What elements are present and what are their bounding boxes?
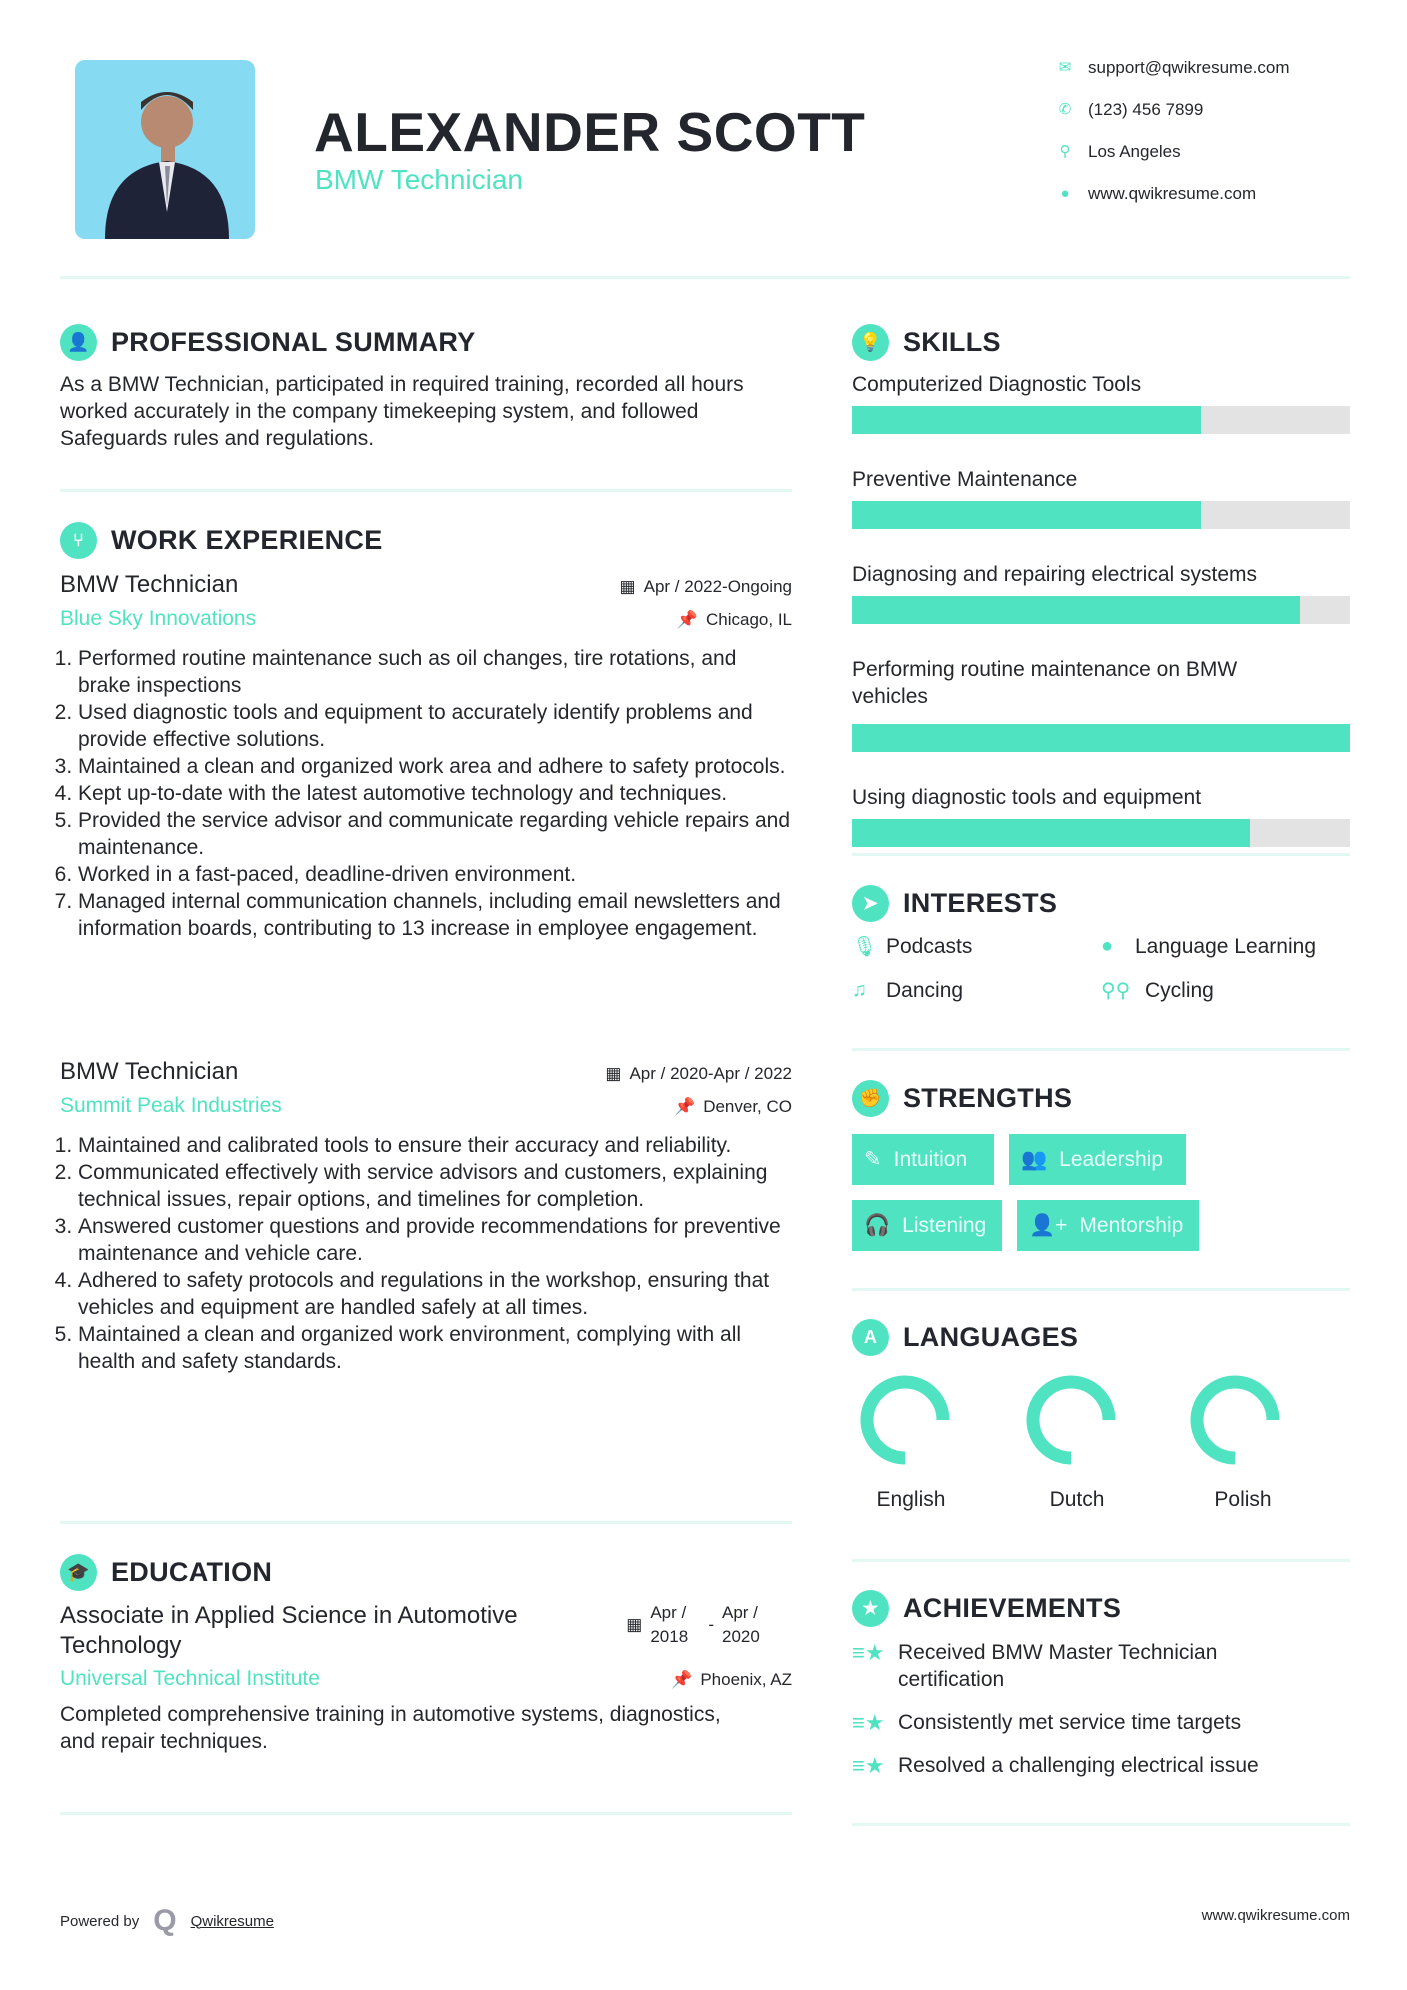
- interest-label: Dancing: [886, 978, 964, 1002]
- music-icon: ♫: [852, 979, 867, 1001]
- summary-section: [60, 324, 792, 452]
- date-separator: -: [708, 1615, 714, 1634]
- language-label: Dutch: [1049, 1488, 1105, 1511]
- lightbulb-icon: 💡: [852, 324, 889, 361]
- education-section: [60, 1554, 792, 1755]
- strength-badge: [1017, 1200, 1199, 1251]
- powered-by-text: Powered by: [60, 1912, 140, 1930]
- job-location: Denver, CO: [703, 1097, 792, 1116]
- microphone-icon: 🎙: [852, 936, 878, 958]
- section-heading: SKILLS: [903, 327, 1001, 357]
- language-ring: [867, 1382, 943, 1458]
- brand-link[interactable]: Qwikresume: [190, 1912, 274, 1930]
- skill-label: Computerized Diagnostic Tools: [852, 373, 1142, 396]
- interest-item: [1101, 934, 1350, 959]
- users-icon: 👥: [1021, 1147, 1048, 1171]
- star-icon: ≡★: [852, 1640, 885, 1665]
- interest-item: [852, 978, 1101, 1003]
- job-bullets: [60, 1132, 792, 1375]
- bullet: 1. Performed routine maintenance such as oil changes, tire rotations, and brake inspections: [78, 645, 792, 699]
- language-ring: [1197, 1382, 1273, 1458]
- bullet: 3. Answered customer questions and provide recommendations for preventive maintenance and vehicle care.: [78, 1213, 792, 1267]
- graduate-icon: 🎓: [60, 1554, 97, 1591]
- bicycle-icon: ⚲⚲: [1101, 980, 1131, 1002]
- summary-text: As a BMW Technician, participated in required training, recorded all hours worked accurately in the company timekeeping system, and followed Safeguards rules and regulations.: [60, 373, 744, 450]
- divider: [60, 489, 792, 492]
- bullet: 5. Maintained a clean and organized work environment, complying with all health and safety standards.: [78, 1321, 792, 1375]
- company-name: Blue Sky Innovations: [60, 607, 257, 630]
- language-label: English: [876, 1488, 946, 1511]
- job-dates: Apr / 2020-Apr / 2022: [629, 1064, 792, 1083]
- achievement-item: [852, 1752, 1350, 1779]
- job-title: BMW Technician: [60, 1058, 239, 1085]
- user-icon: 👤: [60, 324, 97, 361]
- chair-icon: ⑂: [60, 522, 97, 559]
- contact-text: www.qwikresume.com: [1088, 184, 1257, 203]
- bullet: 7. Managed internal communication channels, including email newsletters and information boards, contributing to 13 increase in employee engagement.: [78, 888, 792, 942]
- edu-location: Phoenix, AZ: [700, 1670, 792, 1689]
- interest-label: Cycling: [1145, 978, 1214, 1002]
- bullet: 4. Kept up-to-date with the latest automotive technology and techniques.: [78, 780, 792, 807]
- skill-item: [852, 561, 1350, 624]
- skill-bar-fill: [852, 596, 1300, 624]
- strength-badge: [852, 1134, 994, 1185]
- divider: [852, 1048, 1350, 1051]
- skill-label: Performing routine maintenance on BMW vehicles: [852, 658, 1238, 708]
- achievement-text: Received BMW Master Technician certification: [898, 1641, 1218, 1691]
- fist-icon: ✊: [852, 1080, 889, 1117]
- section-heading: EDUCATION: [111, 1557, 273, 1587]
- edu-start: Apr / 2018: [650, 1603, 689, 1646]
- contact-text: support@qwikresume.com: [1088, 58, 1290, 77]
- interest-item: [852, 934, 1101, 959]
- calendar-icon: ▦: [605, 1064, 622, 1083]
- skill-bar-fill: [852, 406, 1201, 434]
- skill-bar: [852, 501, 1350, 529]
- interest-item: [1101, 978, 1350, 1003]
- paper-plane-icon: ➤: [852, 885, 889, 922]
- achievement-text: Resolved a challenging electrical issue: [898, 1754, 1259, 1777]
- achievement-item: [852, 1709, 1350, 1736]
- school-name: Universal Technical Institute: [60, 1667, 320, 1690]
- job-dates: Apr / 2022-Ongoing: [643, 577, 792, 596]
- magic-wand-icon: ✎: [864, 1148, 882, 1171]
- skill-label: Preventive Maintenance: [852, 468, 1078, 491]
- pin-icon: 📌: [674, 1097, 696, 1116]
- divider: [852, 1823, 1350, 1826]
- skill-item: [852, 784, 1350, 847]
- contact-website[interactable]: [1058, 184, 1256, 204]
- company-name: Summit Peak Industries: [60, 1094, 282, 1117]
- star-icon: ≡★: [852, 1710, 885, 1735]
- divider: [852, 853, 1350, 856]
- work-section: [60, 522, 792, 942]
- bullet: 2. Communicated effectively with service advisors and customers, explaining technical issues, repair options, and timelines for completion.: [78, 1159, 792, 1213]
- interest-label: Podcasts: [886, 934, 973, 958]
- skill-item: [852, 656, 1350, 752]
- strengths-heading: [852, 1080, 1350, 1117]
- job-entry: [60, 1058, 792, 1375]
- bullet: 5. Provided the service advisor and communicate regarding vehicle repairs and maintenance.: [78, 807, 792, 861]
- skill-bar-fill: [852, 501, 1201, 529]
- bullet: 3. Maintained a clean and organized work area and adhere to safety protocols.: [78, 753, 792, 780]
- divider: [852, 1559, 1350, 1562]
- job-title: BMW Technician: [60, 571, 239, 598]
- strength-label: Mentorship: [1079, 1213, 1184, 1237]
- envelope-icon: ✉: [1058, 59, 1072, 76]
- strength-badge: [1009, 1134, 1186, 1185]
- skill-bar: [852, 819, 1350, 847]
- qwikresume-logo-icon: Q: [153, 1904, 177, 1937]
- section-heading: INTERESTS: [903, 888, 1058, 918]
- phone-icon: ✆: [1058, 101, 1072, 118]
- contact-text: (123) 456 7899: [1088, 100, 1204, 119]
- candidate-name: ALEXANDER SCOTT: [314, 101, 866, 163]
- bullet: 4. Adhered to safety protocols and regulations in the workshop, ensuring that vehicles and equipment are handled safely at all times.: [78, 1267, 792, 1321]
- job-location: Chicago, IL: [706, 610, 792, 629]
- job-bullets: [60, 645, 792, 942]
- divider: [60, 276, 1350, 279]
- skills-section: [852, 324, 1350, 879]
- divider: [60, 1812, 792, 1815]
- skill-label: Using diagnostic tools and equipment: [852, 786, 1202, 809]
- profile-photo: [75, 60, 255, 239]
- translate-icon: A: [852, 1319, 889, 1356]
- strength-label: Intuition: [893, 1147, 968, 1171]
- job-entry: [60, 571, 792, 942]
- skill-bar-fill: [852, 819, 1250, 847]
- language-label: Polish: [1214, 1488, 1272, 1511]
- skill-bar: [852, 406, 1350, 434]
- skill-bar: [852, 724, 1350, 752]
- section-heading: LANGUAGES: [903, 1322, 1079, 1352]
- achievements-section: [852, 1590, 1350, 1779]
- skill-item: [852, 466, 1350, 529]
- calendar-icon: ▦: [626, 1615, 643, 1634]
- candidate-title: BMW Technician: [315, 164, 524, 195]
- language-ring: [1033, 1382, 1109, 1458]
- contact-location: [1058, 142, 1181, 162]
- headphones-icon: 🎧: [864, 1213, 891, 1237]
- strength-label: Leadership: [1059, 1147, 1164, 1171]
- section-heading: ACHIEVEMENTS: [903, 1593, 1122, 1623]
- user-plus-icon: 👤+: [1029, 1213, 1068, 1237]
- globe-icon: ●: [1101, 935, 1114, 957]
- section-heading: WORK EXPERIENCE: [111, 525, 383, 555]
- divider: [60, 1521, 792, 1524]
- calendar-icon: ▦: [619, 577, 636, 596]
- footer-url[interactable]: www.qwikresume.com: [1201, 1907, 1350, 1924]
- map-pin-icon: ⚲: [1059, 143, 1071, 160]
- pin-icon: 📌: [676, 610, 698, 629]
- degree-title: Associate in Applied Science in Automotive Technology: [60, 1602, 518, 1659]
- star-badge-icon: ★: [852, 1590, 889, 1627]
- star-icon: ≡★: [852, 1753, 885, 1778]
- skill-bar: [852, 596, 1350, 624]
- education-text: Completed comprehensive training in automotive systems, diagnostics, and repair techniques.: [60, 1703, 721, 1753]
- strength-badge: [852, 1200, 1002, 1251]
- language-rings: [852, 1370, 1350, 1480]
- bullet: 2. Used diagnostic tools and equipment to accurately identify problems and provide effective solutions.: [78, 699, 792, 753]
- skill-item: [852, 371, 1350, 434]
- section-heading: STRENGTHS: [903, 1083, 1073, 1113]
- skill-bar-fill: [852, 724, 1350, 752]
- globe-icon: ●: [1060, 185, 1070, 202]
- divider: [852, 1288, 1350, 1291]
- languages-heading: [852, 1319, 1350, 1356]
- interests-section: [852, 885, 1350, 1003]
- strength-label: Listening: [902, 1213, 987, 1237]
- achievement-text: Consistently met service time targets: [898, 1711, 1242, 1734]
- edu-end: Apr / 2020: [722, 1603, 760, 1646]
- pin-icon: 📌: [671, 1670, 693, 1689]
- bullet: 6. Worked in a fast-paced, deadline-driven environment.: [78, 861, 792, 888]
- contact-phone[interactable]: [1058, 100, 1203, 120]
- skill-label: Diagnosing and repairing electrical systems: [852, 563, 1258, 586]
- interest-label: Language Learning: [1135, 934, 1317, 958]
- bullet: 1. Maintained and calibrated tools to ensure their accuracy and reliability.: [78, 1132, 792, 1159]
- contact-email[interactable]: [1058, 58, 1290, 78]
- contact-text: Los Angeles: [1088, 142, 1181, 161]
- footer-powered: [60, 1904, 274, 1938]
- achievement-item: [852, 1639, 1350, 1693]
- section-heading: PROFESSIONAL SUMMARY: [111, 327, 476, 357]
